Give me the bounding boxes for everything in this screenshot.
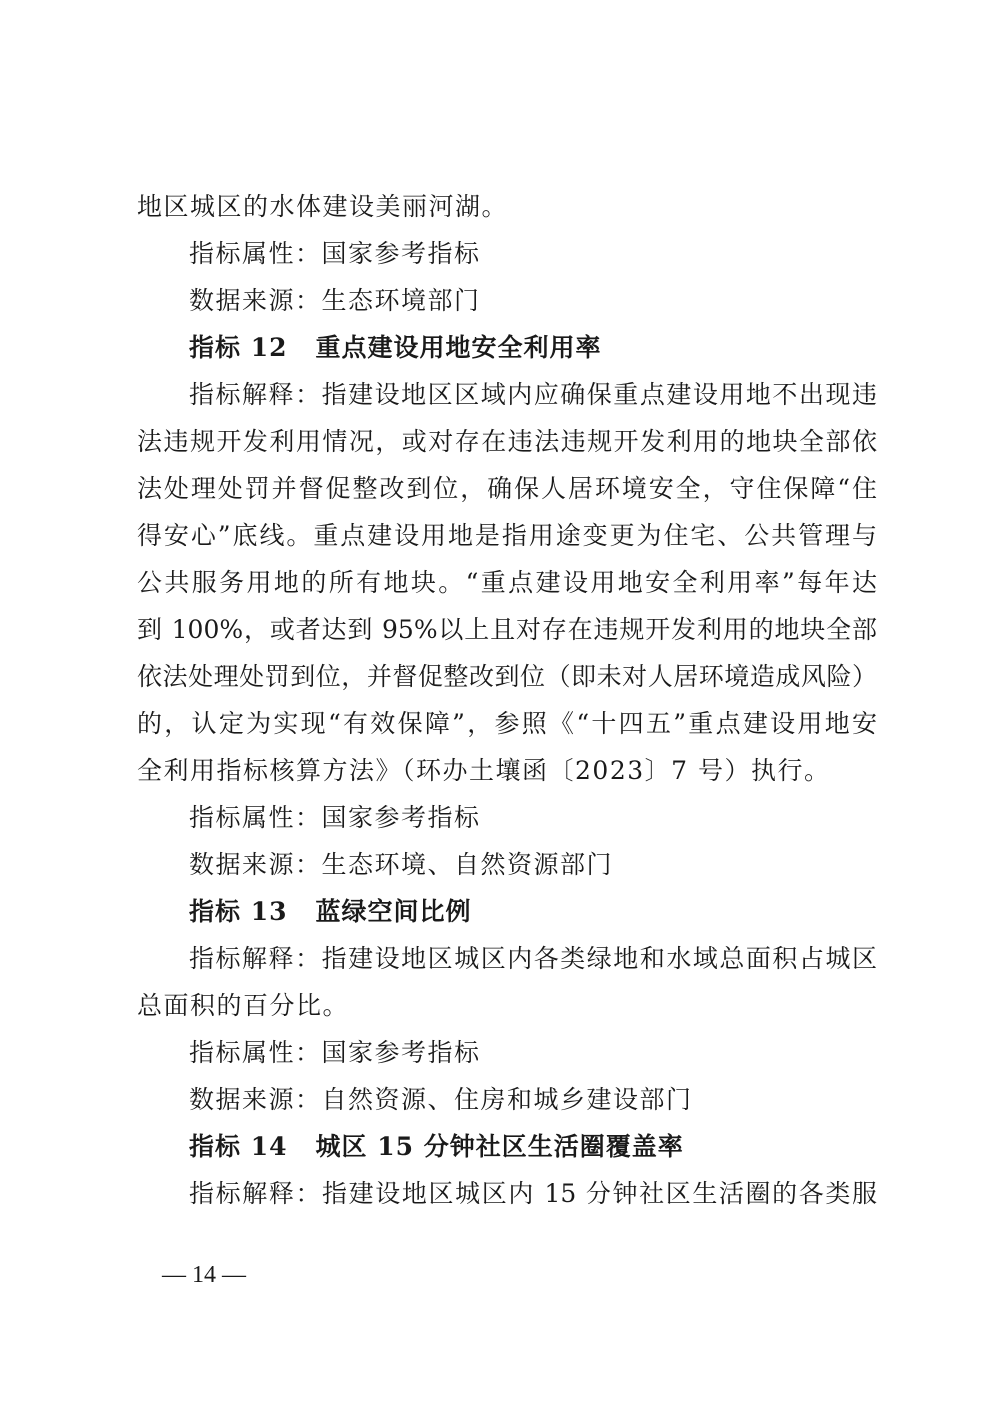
text-line: 到 100%，或者达到 95%以上且对存在违规开发利用的地块全部 [137,615,877,644]
text-line: 总面积的百分比。 [137,991,350,1020]
indicator-heading-14 [137,1123,877,1170]
text-line: 法处理处罚并督促整改到位，确保人居环境安全，守住保障“住 [137,474,877,503]
page-body [137,183,877,1217]
text-line: 指标解释：指建设地区区域内应确保重点建设用地不出现违 [189,380,877,409]
indicator-attribute: 指标属性：国家参考指标 [189,803,481,832]
text-line: 得安心”底线。重点建设用地是指用途变更为住宅、公共管理与 [137,521,877,550]
data-source: 数据来源：自然资源、住房和城乡建设部门 [189,1085,693,1114]
text-line: 依法处理处罚到位，并督促整改到位（即未对人居环境造成风险） [137,662,877,691]
indicator-title: 重点建设用地安全利用率 [315,333,602,362]
text-line: 的，认定为实现“有效保障”，参照《“十四五”重点建设用地安 [137,709,877,738]
text-line: 指标解释：指建设地区城区内 15 分钟社区生活圈的各类服 [189,1179,877,1208]
data-source: 数据来源：生态环境、自然资源部门 [189,850,614,879]
text-line: 指标解释：指建设地区城区内各类绿地和水域总面积占城区 [189,944,877,973]
indicator-heading-12 [137,324,877,371]
text-line: 法违规开发利用情况，或对存在违法违规开发利用的地块全部依 [137,427,877,456]
indicator-title: 城区 15 分钟社区生活圈覆盖率 [315,1132,684,1161]
indicator-number: 指标 12 [189,333,288,362]
text-line: 公共服务用地的所有地块。“重点建设用地安全利用率”每年达 [137,568,877,597]
text-line: 地区城区的水体建设美丽河湖。 [137,192,509,221]
indicator-attribute: 指标属性：国家参考指标 [189,239,481,268]
indicator-number: 指标 14 [189,1132,288,1161]
data-source: 数据来源：生态环境部门 [189,286,481,315]
text-line: 全利用指标核算方法》（环办土壤函〔2023〕7 号）执行。 [137,756,831,785]
indicator-number: 指标 13 [189,897,288,926]
page-number: — 14 — [162,1262,246,1288]
indicator-title: 蓝绿空间比例 [315,897,472,926]
indicator-attribute: 指标属性：国家参考指标 [189,1038,481,1067]
indicator-heading-13 [137,888,877,935]
